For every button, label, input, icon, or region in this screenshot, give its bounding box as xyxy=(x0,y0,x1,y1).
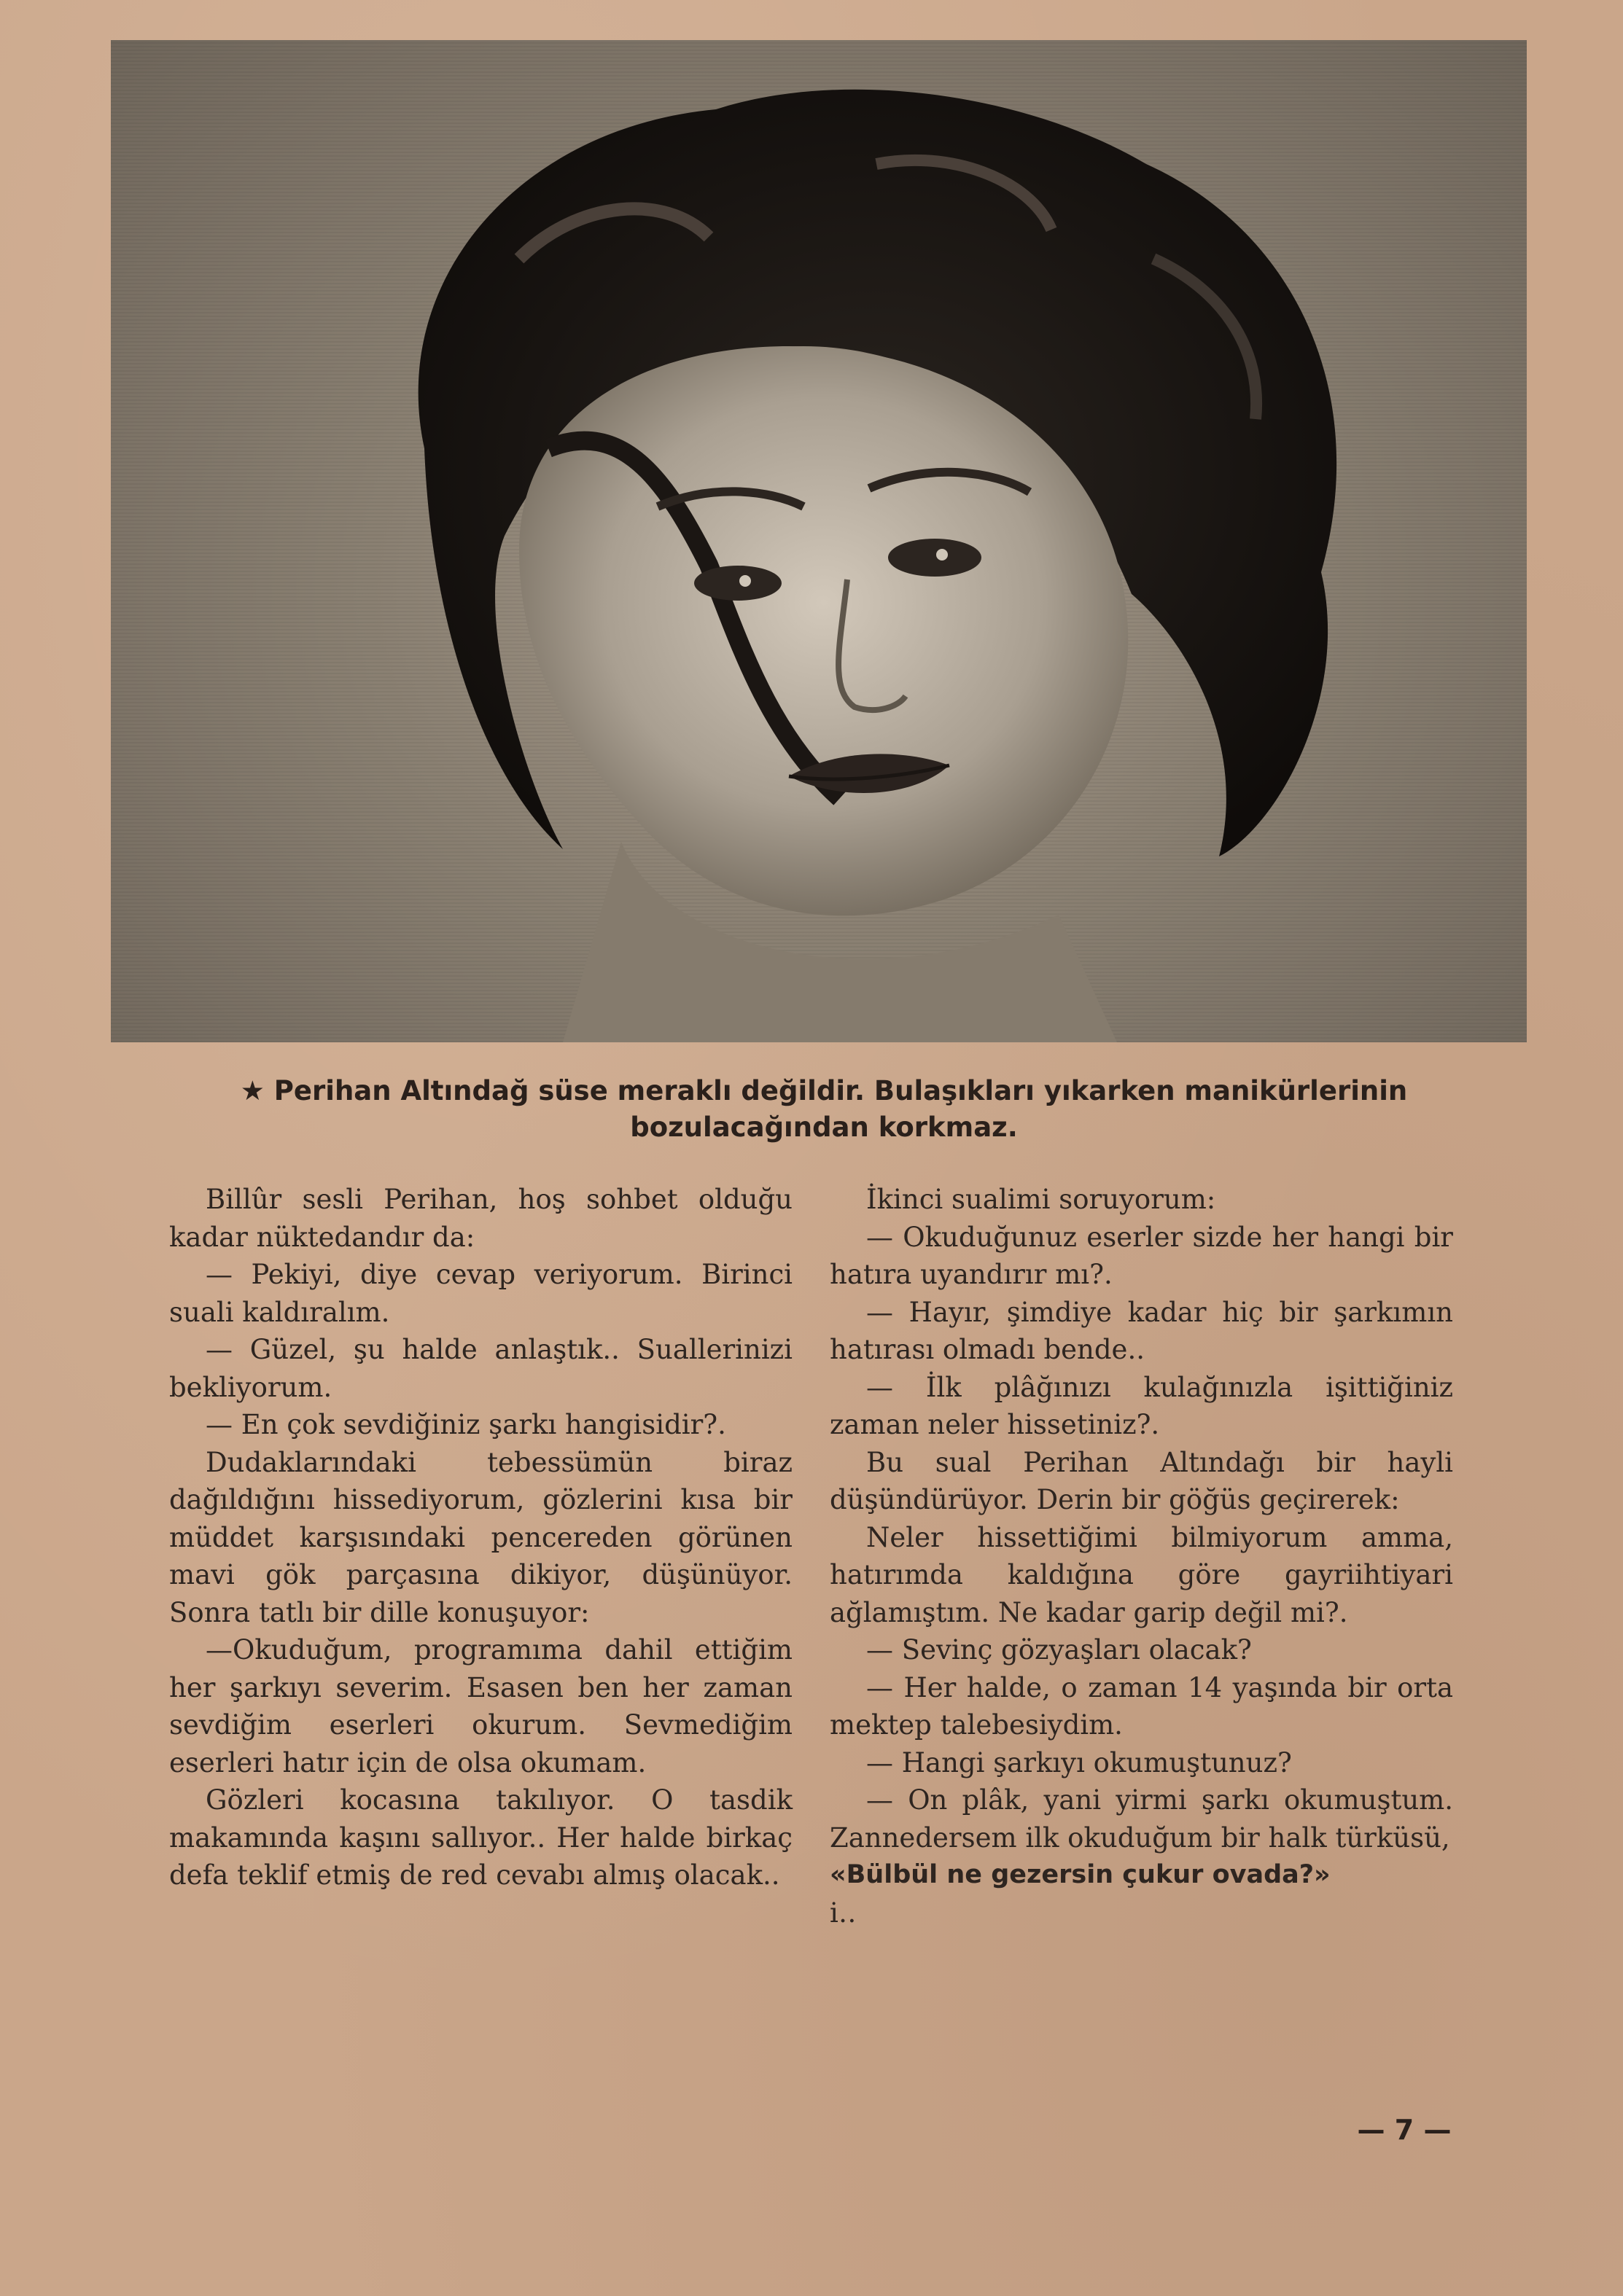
right-column xyxy=(830,1181,1453,1932)
paragraph: Neler hissettiğimi bilmiyorum amma, hatırımda kaldığına göre gayriihtiyari ağlamıştım. Ne kadar garip değil mi?. xyxy=(830,1521,1453,1628)
paragraph: Billûr sesli Perihan, hoş sohbet olduğu kadar nüktedandır da: xyxy=(169,1184,793,1253)
page-number: — 7 — xyxy=(1357,2114,1452,2146)
left-column xyxy=(169,1181,793,1894)
paragraph: — İlk plâğınızı kulağınızla işittiğiniz zaman neler hissetiniz?. xyxy=(830,1371,1453,1440)
paragraph: Bu sual Perihan Altındağı bir hayli düşündürüyor. Derin bir göğüs geçirerek: xyxy=(830,1446,1453,1515)
photo-caption: ★ Perihan Altındağ süse meraklı değildir. Bulaşıkları yıkarken manikürlerinin bozulacağından korkmaz. xyxy=(240,1075,1408,1143)
paragraph: Dudaklarındaki tebessümün biraz dağıldığını hissediyorum, gözlerini kısa bir müddet karşısındaki pencereden görünen mavi gök parçasına dikiyor, düşünüyor. Sonra tatlı bir dille konuşuyor: xyxy=(169,1446,793,1628)
portrait-illustration xyxy=(111,40,1527,1042)
paragraph: — Pekiyi, diye cevap veriyorum. Birinci suali kaldıralım. xyxy=(169,1259,793,1328)
song-title: «Bülbül ne gezersin çukur ovada?» xyxy=(830,1860,1331,1889)
paragraph: — Okuduğunuz eserler sizde her hangi bir hatıra uyandırır mı?. xyxy=(830,1221,1453,1290)
paragraph: — Hangi şarkıyı okumuştunuz? xyxy=(866,1746,1292,1778)
paragraph: — Güzel, şu halde anlaştık.. Suallerinizi bekliyorum. xyxy=(169,1334,793,1403)
paragraph: — En çok sevdiğiniz şarkı hangisidir?. xyxy=(206,1409,726,1440)
portrait-photo xyxy=(111,40,1527,1042)
paragraph-fragment: i‥ xyxy=(830,1897,857,1929)
paragraph: — On plâk, yani yirmi şarkı okumuştum. Zannedersem ilk okuduğum bir halk türküsü, xyxy=(830,1784,1453,1854)
paragraph: — Hayır, şimdiye kadar hiç bir şarkımın hatırası olmadı bende.. xyxy=(830,1296,1453,1365)
paragraph: İkinci sualimi soruyorum: xyxy=(866,1184,1216,1215)
paragraph: —Okuduğum, programıma dahil ettiğim her şarkıyı severim. Esasen ben her zaman sevdiğim eserleri okurum. Sevmediğim eserleri hatır için de olsa okumam. xyxy=(169,1634,793,1778)
paragraph: Gözleri kocasına takılıyor. O tasdik makamında kaşını sallıyor.. Her halde birkaç defa teklif etmiş de red cevabı almış olacak.. xyxy=(169,1784,793,1891)
paragraph: — Her halde, o zaman 14 yaşında bir orta mektep talebesiydim. xyxy=(830,1671,1453,1741)
paragraph: — Sevinç gözyaşları olacak? xyxy=(866,1634,1252,1666)
